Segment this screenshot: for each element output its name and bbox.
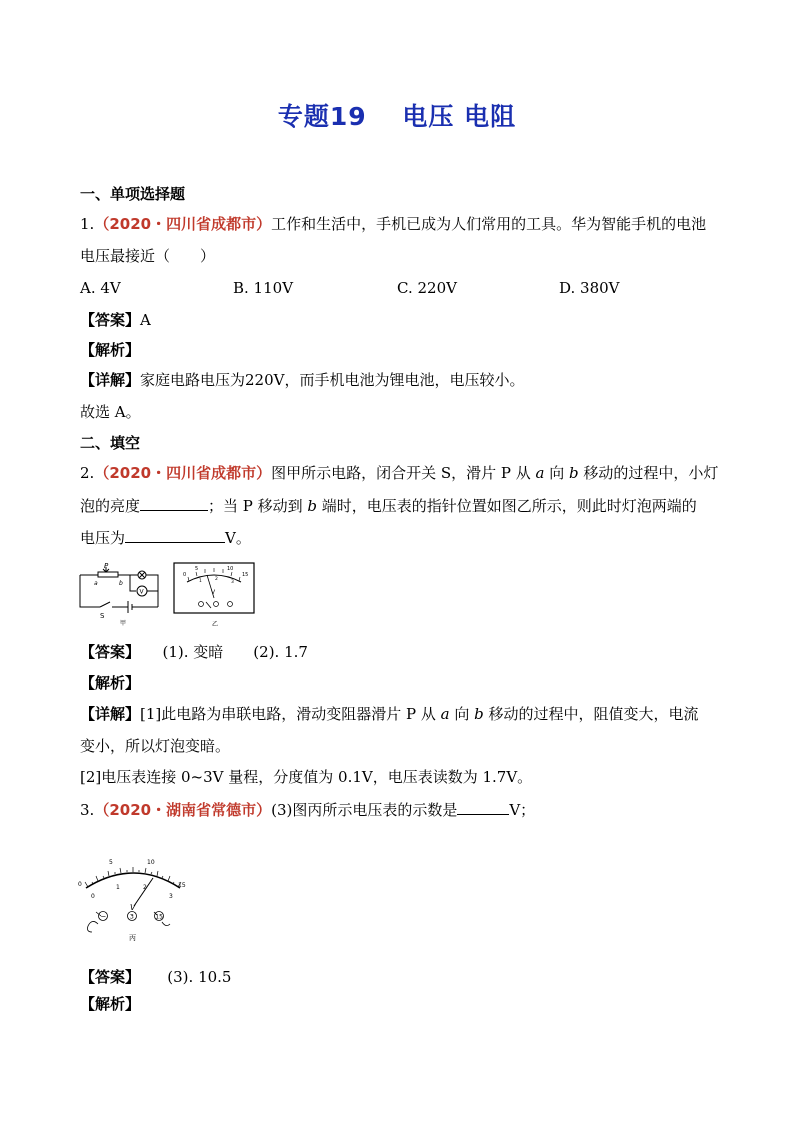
meter-tick: 10 xyxy=(227,566,234,572)
meter-bottom-tick: 0 xyxy=(91,893,95,900)
meter-bottom-tick: 2 xyxy=(143,884,147,891)
question-source: （2020・四川省成都市） xyxy=(94,215,272,233)
meter-top-tick: 5 xyxy=(109,859,113,866)
question-number: 1. xyxy=(80,215,95,233)
meter-tick: 5 xyxy=(195,566,199,572)
analysis-label: 【解析】 xyxy=(80,341,141,359)
answer-line xyxy=(80,309,151,331)
detail-text: 家庭电路电压为220V，而手机电池为锂电池，电压较小。 xyxy=(140,371,525,389)
answer-label: 【答案】 xyxy=(80,311,141,329)
answer-blank-3[interactable] xyxy=(457,798,509,815)
meter-tick: 3 xyxy=(231,580,234,585)
answer-value: (3). 10.5 xyxy=(132,968,232,986)
figure-yi-caption: 乙 xyxy=(212,621,219,628)
meter-tick: 1 xyxy=(199,579,202,584)
option-a: A. 4V xyxy=(80,279,121,297)
switch-s-label: S xyxy=(100,612,105,620)
battery-icon xyxy=(128,601,132,613)
figure-jia-caption: 甲 xyxy=(120,620,127,627)
detail-line-1: 【详解】[1]此电路为串联电路，滑动变阻器滑片 P 从 a 向 b 移动的过程中，阻值变大，电流 xyxy=(80,705,699,723)
section-heading-fill-blank: 二、填空 xyxy=(80,434,141,452)
question-2-line-2: 泡的亮度 ；当 P 移动到 b 端时，电压表的指针位置如图乙所示，则此时灯泡两端的 xyxy=(80,494,697,517)
meter-top-tick: 15 xyxy=(178,882,186,889)
answer-blank-2[interactable] xyxy=(125,526,225,543)
meter-top-tick: 0 xyxy=(78,881,82,888)
switch-icon xyxy=(100,602,110,607)
answer-label: 【答案】 xyxy=(80,968,133,986)
meter-bottom-tick: 3 xyxy=(169,893,173,900)
option-d: D. 380V xyxy=(559,279,620,297)
terminal-label: 3 xyxy=(129,912,134,921)
voltmeter-figure-yi xyxy=(173,562,258,630)
question-1-line-1 xyxy=(80,213,706,235)
meter-tick: 2 xyxy=(215,577,218,582)
answer-line xyxy=(80,966,231,988)
voltmeter-figure-bing xyxy=(74,852,198,944)
detail-label: 【详解】 xyxy=(80,371,141,389)
analysis-label: 【解析】 xyxy=(80,995,141,1013)
question-number: 2. xyxy=(80,464,95,482)
terminal-icon xyxy=(199,602,204,607)
answer-value: (1). 变暗 (2). 1.7 xyxy=(132,643,308,661)
analysis-label: 【解析】 xyxy=(80,674,141,692)
meter-v-label: V xyxy=(130,903,136,912)
conclusion-line: 故选 A。 xyxy=(80,403,141,421)
terminal-icon xyxy=(214,602,219,607)
voltmeter-v-label: V xyxy=(139,588,144,596)
detail-label: 【详解】 xyxy=(80,705,141,723)
detail-line-2: 变小，所以灯泡变暗。 xyxy=(80,737,231,755)
detail-line-3: [2]电压表连接 0~3V 量程，分度值为 0.1V，电压表读数为 1.7V。 xyxy=(80,768,533,786)
question-source: （2020・湖南省常德市） xyxy=(94,801,272,819)
section-heading-single-choice: 一、单项选择题 xyxy=(80,185,186,203)
rheostat-p-label: P xyxy=(104,562,109,570)
rheostat-b-label: b xyxy=(119,580,123,587)
question-1-line-2: 电压最接近（ ） xyxy=(80,247,216,265)
question-text: 工作和生活中，手机已成为人们常用的工具。华为智能手机的电池 xyxy=(271,215,707,233)
meter-tick: 0 xyxy=(183,572,187,578)
answer-blank-1[interactable] xyxy=(140,494,208,511)
question-number: 3. xyxy=(80,801,95,819)
meter-top-tick: 10 xyxy=(147,859,155,866)
question-2-line-3: 电压为 V。 xyxy=(80,526,251,549)
meter-tick: 15 xyxy=(242,572,249,578)
meter-bottom-tick: 1 xyxy=(116,884,120,891)
meter-needle xyxy=(134,878,153,906)
option-b: B. 110V xyxy=(233,279,294,297)
page-title: 专题19 电压 电阻 xyxy=(277,102,517,131)
detail-line xyxy=(80,369,524,391)
rheostat-icon xyxy=(98,572,118,577)
circuit-diagram-figure xyxy=(78,561,168,627)
terminal-icon xyxy=(228,602,233,607)
answer-line xyxy=(80,641,308,663)
answer-value: A xyxy=(140,311,151,329)
question-2-line-1: 2.（2020・四川省成都市）图甲所示电路，闭合开关 S，滑片 P 从 a 向 b 移动的过程中，小灯 xyxy=(80,464,719,482)
question-3-line: 3.（2020・湖南省常德市）(3)图丙所示电压表的示数是 V； xyxy=(80,798,535,821)
answer-label: 【答案】 xyxy=(80,643,133,661)
terminal-label: 15 xyxy=(155,913,163,921)
rheostat-a-label: a xyxy=(94,580,98,587)
figure-bing-caption: 丙 xyxy=(129,934,136,942)
option-c: C. 220V xyxy=(397,279,457,297)
meter-v-label: V xyxy=(211,589,216,596)
question-source: （2020・四川省成都市） xyxy=(94,464,272,482)
terminal-label: − xyxy=(100,912,107,921)
